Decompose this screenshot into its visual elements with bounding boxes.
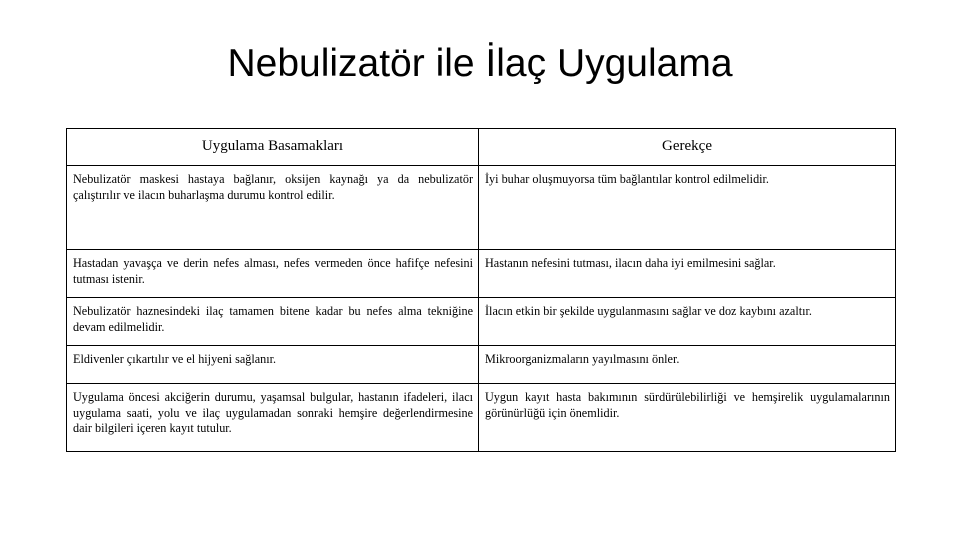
reason-cell <box>479 298 896 346</box>
step-text: Uygulama öncesi akciğerin durumu, yaşamsal bulgular, hastanın ifadeleri, ilacı uygulama saati, yolu ve ilaç uygulamadan sonraki hemşire değerlendirmesine dair bilgileri içeren kayıt tutulur. <box>73 390 473 435</box>
reason-cell <box>479 166 896 250</box>
table-row <box>67 166 896 250</box>
step-text: Hastadan yavaşça ve derin nefes alması, nefes vermeden önce hafifçe nefesini tutması istenir. <box>73 256 473 286</box>
reason-cell <box>479 250 896 298</box>
reason-text: Hastanın nefesini tutması, ilacın daha iyi emilmesini sağlar. <box>485 256 776 270</box>
step-text: Nebulizatör haznesindeki ilaç tamamen bitene kadar bu nefes alma tekniğine devam edilmelidir. <box>73 304 473 334</box>
slide-title: Nebulizatör ile İlaç Uygulama <box>227 42 733 85</box>
reason-text: İyi buhar oluşmuyorsa tüm bağlantılar kontrol edilmelidir. <box>485 172 769 186</box>
step-cell <box>67 250 479 298</box>
reason-text: Mikroorganizmaların yayılmasını önler. <box>485 352 680 366</box>
column-header-steps: Uygulama Basamakları <box>67 129 479 166</box>
step-cell <box>67 384 479 452</box>
procedure-table <box>66 128 896 452</box>
step-cell <box>67 166 479 250</box>
reason-text: İlacın etkin bir şekilde uygulanmasını sağlar ve doz kaybını azaltır. <box>485 304 812 318</box>
table-row <box>67 384 896 452</box>
table-header-row <box>67 129 896 166</box>
step-cell <box>67 346 479 384</box>
table-row <box>67 298 896 346</box>
table-row <box>67 346 896 384</box>
reason-cell <box>479 384 896 452</box>
reason-cell <box>479 346 896 384</box>
table-row <box>67 250 896 298</box>
reason-text: Uygun kayıt hasta bakımının sürdürülebilirliği ve hemşirelik uygulamalarının görünürlüğü için önemlidir. <box>485 390 890 420</box>
step-text: Eldivenler çıkartılır ve el hijyeni sağlanır. <box>73 352 277 366</box>
step-cell <box>67 298 479 346</box>
step-text: Nebulizatör maskesi hastaya bağlanır, oksijen kaynağı ya da nebulizatör çalıştırılır ve ilacın buharlaşma durumu kontrol edilir. <box>73 172 473 202</box>
column-header-reason: Gerekçe <box>479 129 896 166</box>
